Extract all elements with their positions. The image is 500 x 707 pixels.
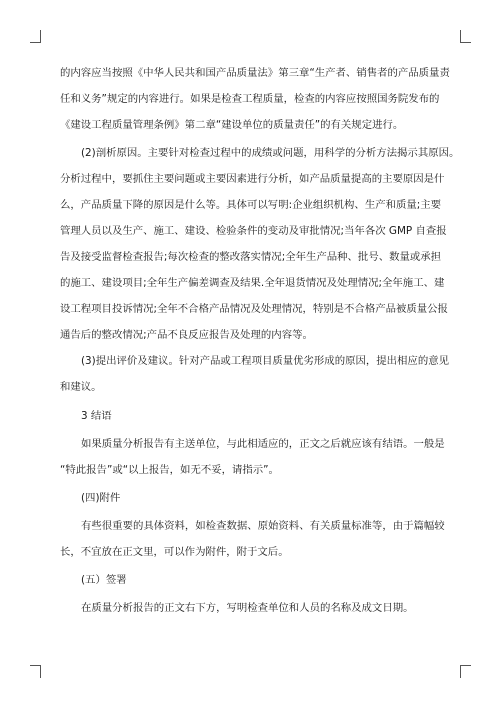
section-heading: 3 结语 xyxy=(81,410,112,422)
text-line: 通告后的整改情况;产品不良反应报告及处理的内容等。 xyxy=(60,329,313,341)
text-line: 管理人员以及生产、施工、建设、检验条件的变动及审批情况;当年各次 GMP 自查报 xyxy=(60,225,447,237)
section-heading: (四)附件 xyxy=(81,492,121,504)
text-line: 么，产品质量下降的原因是什么等。具体可以写明:企业组织机构、生产和质量;主要 xyxy=(60,199,442,211)
crop-mark-top-right xyxy=(460,30,471,43)
text-line: 任和义务”规定的内容进行。如果是检查工程质量，检查的内容应按照国务院发布的 xyxy=(60,93,440,105)
text-line: “特此报告”或“以上报告，如无不妥，请指示”。 xyxy=(60,464,279,476)
crop-mark-top-left xyxy=(30,30,41,43)
section-heading: (五）签署 xyxy=(81,574,127,586)
text-line: 设工程项目投诉情况;全年不合格产品情况及处理情况，特别是不合格产品被质量公报 xyxy=(60,303,448,315)
crop-mark-bottom-right xyxy=(460,665,471,678)
text-line: 长，不宜放在正文里，可以作为附件，附于文后。 xyxy=(60,546,289,558)
text-line: 分析过程中，要抓住主要问题或主要因素进行分析，如产品质量提高的主要原因是什 xyxy=(60,173,445,185)
text-line: 《建设工程质量管理条例》第二章“建设单位的质量责任”的有关规定进行。 xyxy=(60,119,404,131)
text-line: 和建议。 xyxy=(60,381,102,393)
text-line: 告及接受监督检查报告;每次检查的整改落实情况;全年生产品种、批号、数量或承担 xyxy=(60,251,442,263)
text-line: (3)提出评价及建议。针对产品或工程项目质量优劣形成的原因，提出相应的意见 xyxy=(81,355,449,367)
text-line: 的内容应当按照《中华人民共和国产品质量法》第三章“生产者、销售者的产品质量责 xyxy=(60,67,450,79)
text-line: 如果质量分析报告有主送单位，与此相适应的，正文之后就应该有结语。一般是 xyxy=(81,438,445,450)
text-line: 的施工、建设项目;全年生产偏差调查及结果.全年退货情况及处理情况;全年施工、建 xyxy=(60,277,445,289)
crop-mark-bottom-left xyxy=(30,665,41,678)
text-line: (2)剖析原因。主要针对检查过程中的成绩或问题，用科学的分析方法揭示其原因。 xyxy=(81,147,460,159)
text-line: 在质量分析报告的正文右下方，写明检查单位和人员的名称及成文日期。 xyxy=(81,602,414,614)
text-line: 有些很重要的具体资料，如检查数据、原始资料、有关质量标准等，由于篇幅较 xyxy=(81,520,445,532)
